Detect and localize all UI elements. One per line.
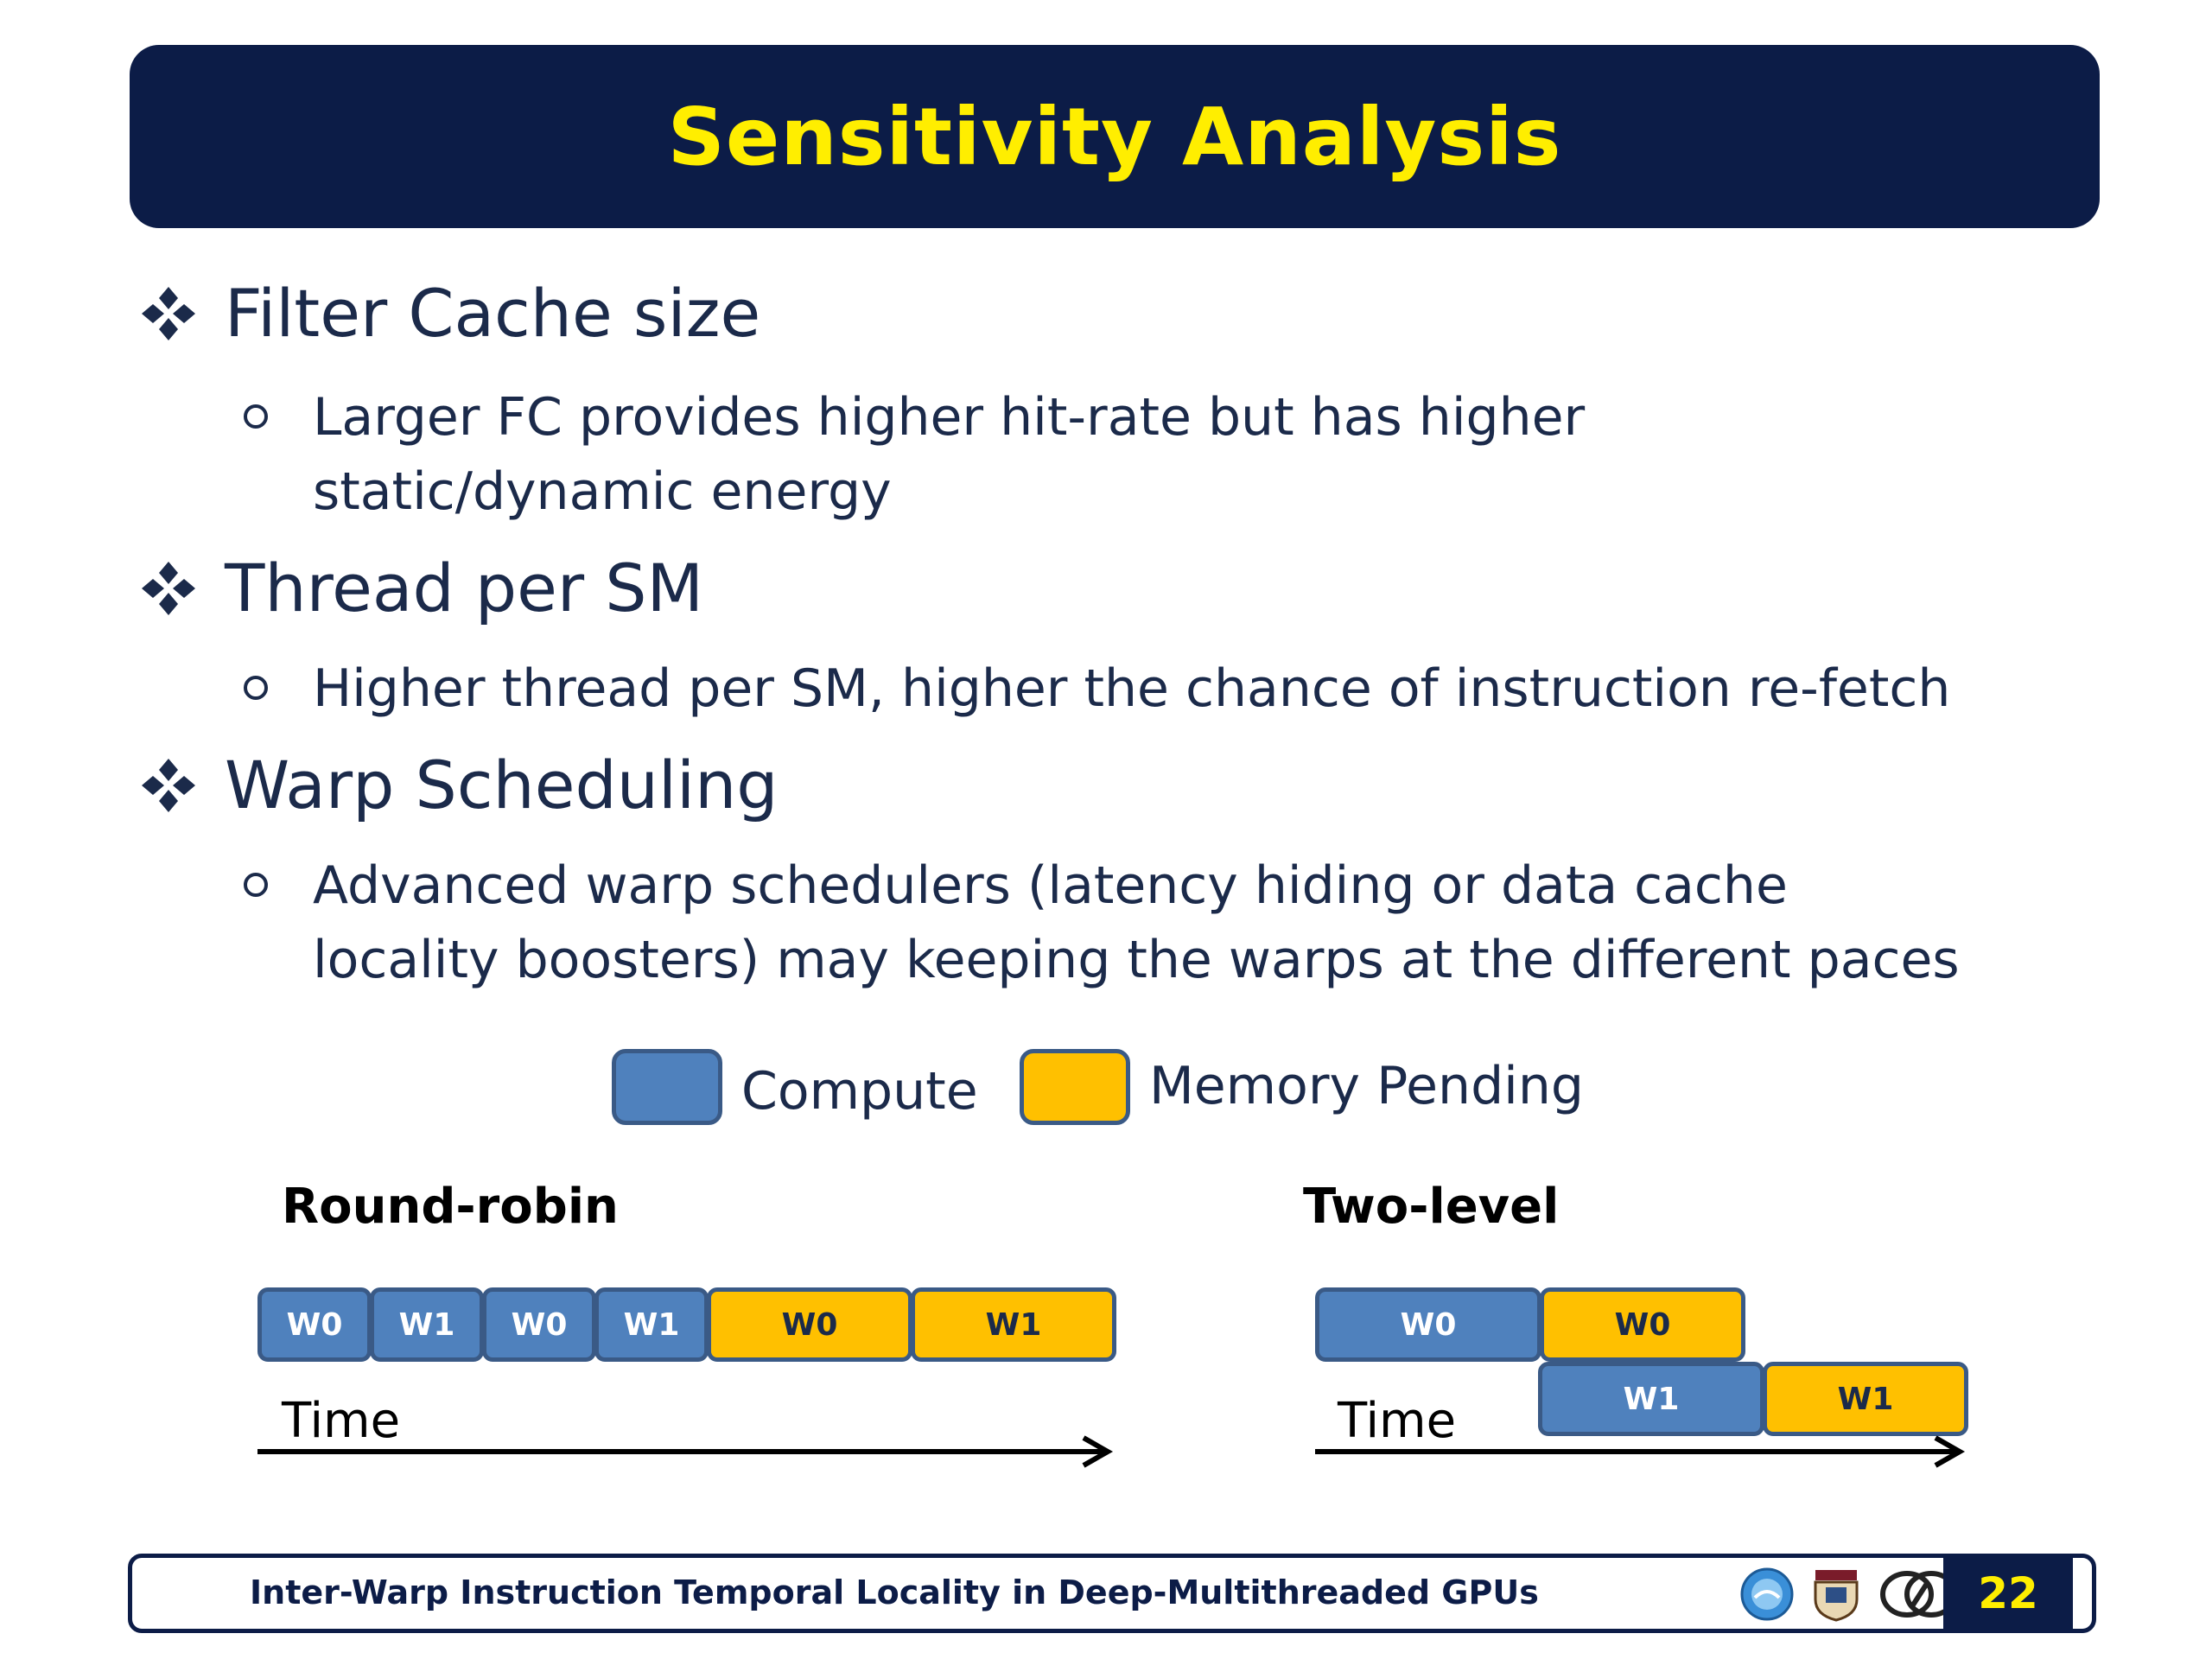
warp-label: W1 [623, 1306, 680, 1343]
tl-time-label: Time [1338, 1393, 1457, 1449]
university-seal-icon [1739, 1567, 1795, 1622]
warp-label: W1 [1623, 1381, 1680, 1417]
rr-block-2 [370, 1287, 484, 1362]
legend-memory-label: Memory Pending [1149, 1056, 1584, 1116]
circle-bullet-icon [244, 676, 268, 700]
warp-label: W0 [1614, 1306, 1671, 1343]
tl-row2-block-2 [1763, 1362, 1968, 1436]
tl-row1-block-2 [1540, 1287, 1745, 1362]
rr-time-arrow [256, 1434, 1128, 1469]
bullet-filter-cache [138, 275, 760, 352]
footer-logos [1739, 1563, 1961, 1625]
rr-block-5 [707, 1287, 912, 1362]
bullet-heading: Filter Cache size [225, 275, 761, 352]
warp-label: W0 [1400, 1306, 1457, 1343]
bullet-heading: Warp Scheduling [225, 747, 779, 823]
tl-row2-block-1 [1538, 1362, 1764, 1436]
sub-bullet-text: Higher thread per SM, higher the chance of instruction re-fetch [313, 658, 1951, 719]
diamond-bullet-icon [138, 283, 199, 344]
rr-block-6 [911, 1287, 1116, 1362]
sub-bullet-text: Advanced warp schedulers (latency hiding or data cache locality boosters) may keeping the warps at the different paces [313, 855, 1960, 990]
two-level-title: Two-level [1303, 1179, 1560, 1235]
rr-block-4 [594, 1287, 709, 1362]
rr-block-3 [482, 1287, 596, 1362]
legend-compute-label: Compute [741, 1061, 978, 1122]
legend-compute-swatch [612, 1049, 722, 1125]
page-number-box [1943, 1558, 2073, 1629]
diamond-bullet-icon [138, 558, 199, 619]
warp-label: W1 [985, 1306, 1042, 1343]
tl-time-arrow [1313, 1434, 1979, 1469]
warp-label: W0 [781, 1306, 838, 1343]
circle-bullet-icon [244, 404, 268, 429]
bullet-warp-scheduling [138, 747, 779, 823]
round-robin-title: Round-robin [282, 1179, 619, 1235]
diamond-bullet-icon [138, 755, 199, 816]
title-bar [130, 45, 2100, 228]
legend-memory-swatch [1020, 1049, 1130, 1125]
footer-title: Inter-Warp Instruction Temporal Locality in Deep-Multithreaded GPUs [250, 1573, 1539, 1611]
rr-block-1 [257, 1287, 372, 1362]
warp-label: W0 [286, 1306, 343, 1343]
tl-row1-block-1 [1315, 1287, 1541, 1362]
rr-time-label: Time [282, 1393, 401, 1449]
warp-label: W0 [511, 1306, 568, 1343]
bullet-heading: Thread per SM [225, 550, 704, 626]
sub-bullet-warp-scheduling [244, 849, 1972, 997]
sub-bullet-thread-per-sm [244, 652, 1972, 726]
footer-bar [128, 1554, 2096, 1633]
sub-bullet-filter-cache [244, 380, 1972, 529]
slide-title: Sensitivity Analysis [667, 90, 1562, 183]
circle-bullet-icon [244, 873, 268, 897]
sub-bullet-text: Larger FC provides higher hit-rate but has higher static/dynamic energy [313, 387, 1586, 522]
bullet-thread-per-sm [138, 550, 703, 626]
crest-icon [1810, 1567, 1862, 1622]
warp-label: W1 [398, 1306, 455, 1343]
warp-label: W1 [1837, 1381, 1894, 1417]
page-number: 22 [1978, 1568, 2038, 1618]
